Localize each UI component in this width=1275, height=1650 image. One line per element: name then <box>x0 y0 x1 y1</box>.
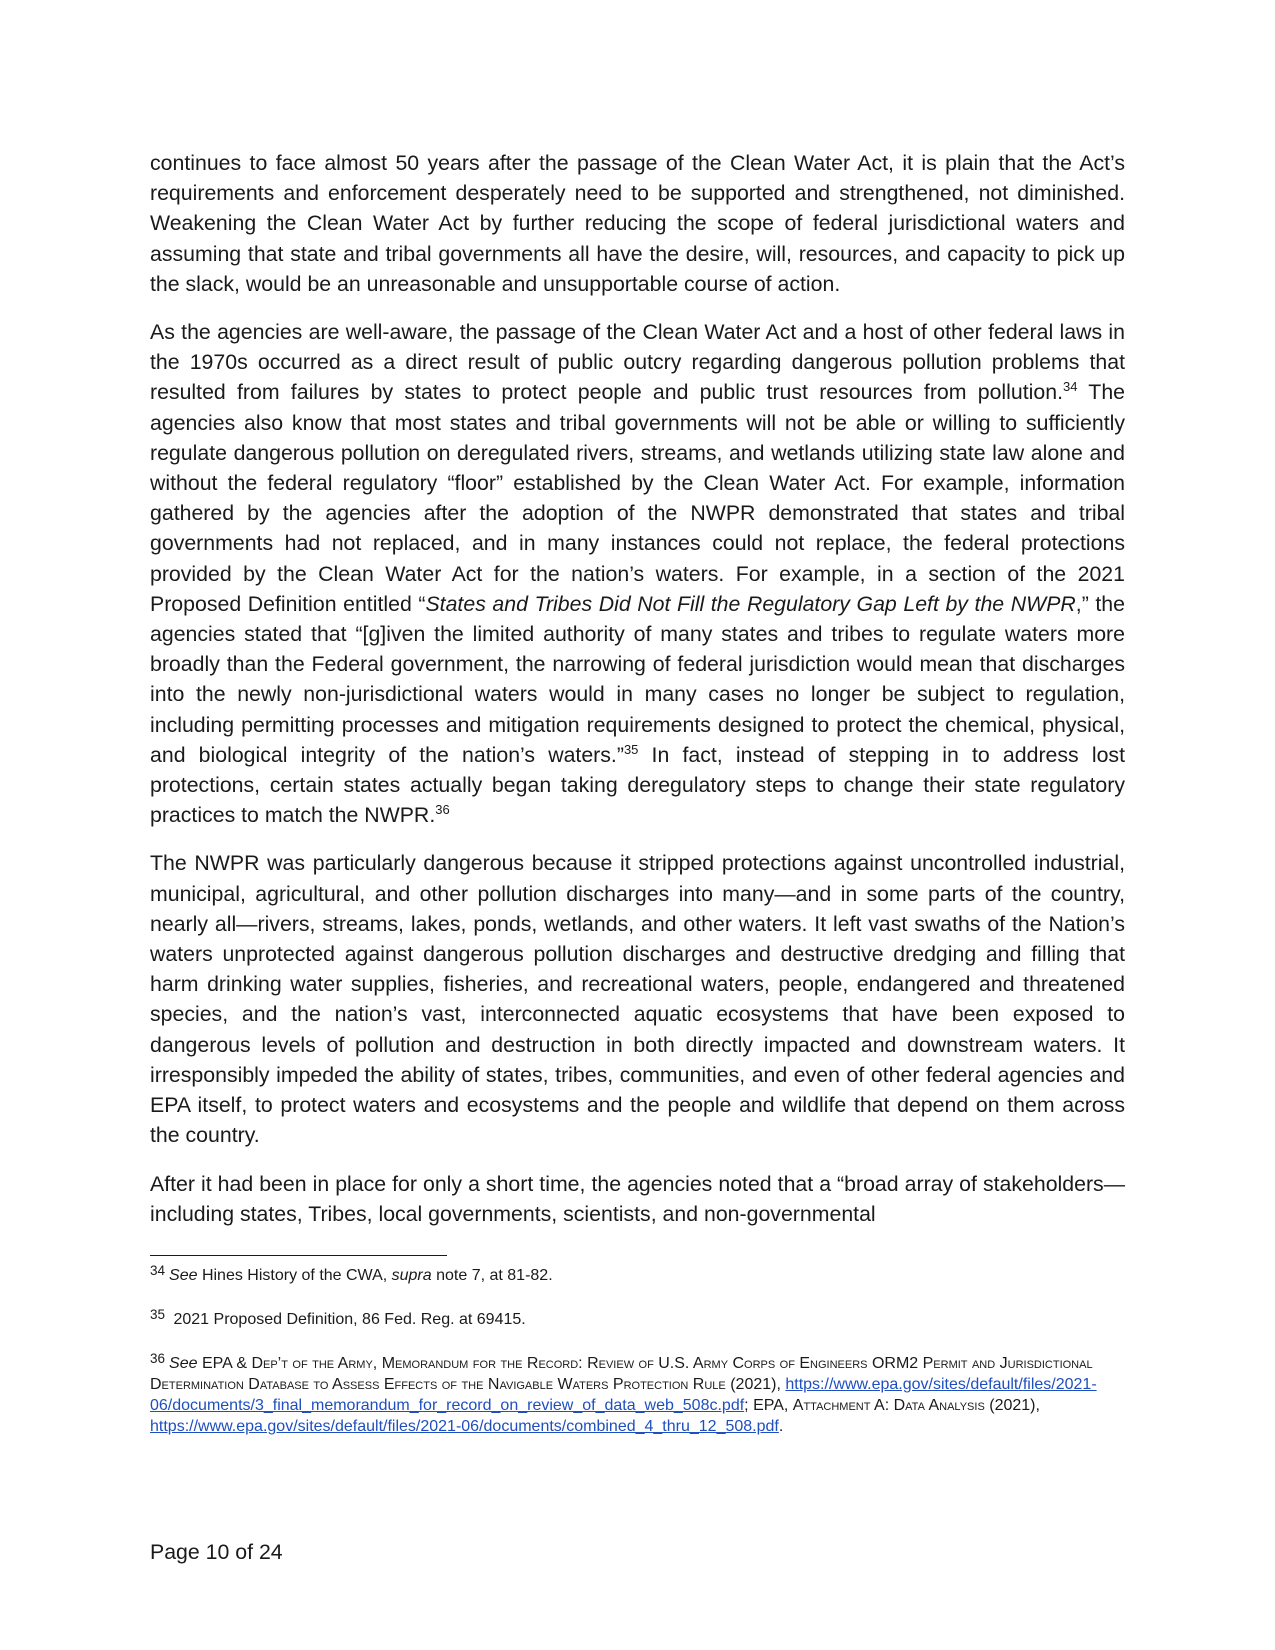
paragraph-1-text: continues to face almost 50 years after the passage of the Clean Water Act, it is plain that the Act’s requirements and enforcement desperately need to be supported and strengthened, not diminished. Weakening the Clean Water Act by further reducing the scope of federal jurisdictional waters and assuming that state and tribal governments all have the desire, will, resources, and capacity to pick up the slack, would be an unreasonable and unsupportable course of action. <box>150 151 1125 296</box>
footnotes <box>150 1265 1125 1460</box>
footnote-34-see: See <box>169 1267 198 1284</box>
paragraph-4-text: After it had been in place for only a short time, the agencies noted that a “broad array of stakeholders—including states, Tribes, local governments, scientists, and non-governmental <box>150 1171 1125 1226</box>
footnote-35 <box>150 1309 1125 1330</box>
paragraph-2 <box>150 317 1125 830</box>
footnote-36-link-memorandum[interactable]: https://www.epa.gov/sites/default/files/2021-06/documents/3_final_memorandum_for_record_on_review_of_data_web_508c.pdf <box>150 1376 1097 1414</box>
footnote-34-text1: Hines History of the CWA, <box>197 1267 392 1284</box>
footnote-ref-35[interactable]: 35 <box>623 741 639 757</box>
footnote-34-number: 34 <box>150 1263 166 1278</box>
footnote-36-attachment-title: Attachment A: Data Analysis <box>792 1397 985 1414</box>
footnote-36-text3: (2021), <box>984 1397 1040 1414</box>
paragraph-4 <box>150 1169 1125 1229</box>
footnote-ref-36[interactable]: 36 <box>435 802 450 818</box>
footnote-34 <box>150 1265 1125 1286</box>
paragraph-2-italic-title: States and Tribes Did Not Fill the Regulatory Gap Left by the NWPR <box>425 591 1076 616</box>
footnote-separator <box>150 1255 447 1256</box>
footnote-36-see: See <box>169 1355 198 1372</box>
footnote-34-supra: supra <box>391 1267 432 1284</box>
footnote-36 <box>150 1353 1125 1437</box>
paragraph-2-part2: The agencies also know that most states and tribal governments will not be able or willing to sufficiently regulate dangerous pollution on deregulated rivers, streams, and wetlands utilizing state law alone and without the federal regulatory “floor” established by the Clean Water Act. For example, information gathered by the agencies after the adoption of the NWPR demonstrated that states and tribal governments had not replaced, and in many instances could not replace, the federal protections provided by the Clean Water Act for the nation’s waters. For example, in a section of the 2021 Proposed Definition entitled “ <box>150 380 1126 616</box>
paragraph-1 <box>150 148 1125 299</box>
page-number: Page 10 of 24 <box>150 1540 283 1564</box>
paragraph-2-part3: ,” the agencies stated that “[g]iven the limited authority of many states and tribes to regulate waters more broadly than the Federal government, the narrowing of federal jurisdiction would mean that discharges into the newly non-jurisdictional waters would in many cases no longer be subject to regulation, including permitting processes and mitigation requirements designed to protect the chemical, physical, and biological integrity of the nation’s waters.” <box>150 591 1125 767</box>
footnote-36-text1: (2021), <box>725 1376 786 1393</box>
footnote-36-link-attachment[interactable]: https://www.epa.gov/sites/default/files/2021-06/documents/combined_4_thru_12_508.pdf <box>150 1418 779 1435</box>
document-body <box>150 148 1125 1247</box>
footnote-36-text4: . <box>778 1418 784 1435</box>
footnote-35-text: 2021 Proposed Definition, 86 Fed. Reg. at 69415. <box>169 1311 526 1328</box>
footnote-36-text2: ; EPA, <box>744 1397 793 1414</box>
footnote-34-text2: note 7, at 81-82. <box>431 1267 553 1284</box>
paragraph-3-text: The NWPR was particularly dangerous because it stripped protections against uncontrolled industrial, municipal, agricultural, and other pollution discharges into many—and in some parts of the country, nearly all—rivers, streams, lakes, ponds, wetlands, and other waters. It left vast swaths of the Nation’s waters unprotected against dangerous pollution discharges and destructive dredging and filling that harm drinking water supplies, fisheries, and recreational waters, people, endangered and threatened species, and the nation’s vast, interconnected aquatic ecosystems that have been exposed to dangerous levels of pollution and destruction in both directly impacted and downstream waters. It irresponsibly impeded the ability of states, tribes, communities, and even of other federal agencies and EPA itself, to protect waters and ecosystems and the people and wildlife that depend on them across the country. <box>150 851 1125 1148</box>
footnote-36-memo-title: EPA & Dep’t of the Army, Memorandum for the Record: Review of U.S. Army Corps of Engineers ORM2 Permit and Jurisdictional Determination Database to Assess Effects of the Navigable Waters Protection Rule <box>150 1355 1093 1393</box>
paragraph-2-part1: As the agencies are well-aware, the passage of the Clean Water Act and a host of other federal laws in the 1970s occurred as a direct result of public outcry regarding dangerous pollution problems that resulted from failures by states to protect people and public trust resources from pollution. <box>150 320 1125 405</box>
footnote-36-number: 36 <box>150 1351 166 1366</box>
footnote-ref-34[interactable]: 34 <box>1063 379 1078 395</box>
footnote-35-number: 35 <box>150 1307 166 1322</box>
paragraph-2-part4: In fact, instead of stepping in to address lost protections, certain states actually began taking deregulatory steps to change their state regulatory practices to match the NWPR. <box>150 742 1125 828</box>
paragraph-3 <box>150 848 1125 1150</box>
